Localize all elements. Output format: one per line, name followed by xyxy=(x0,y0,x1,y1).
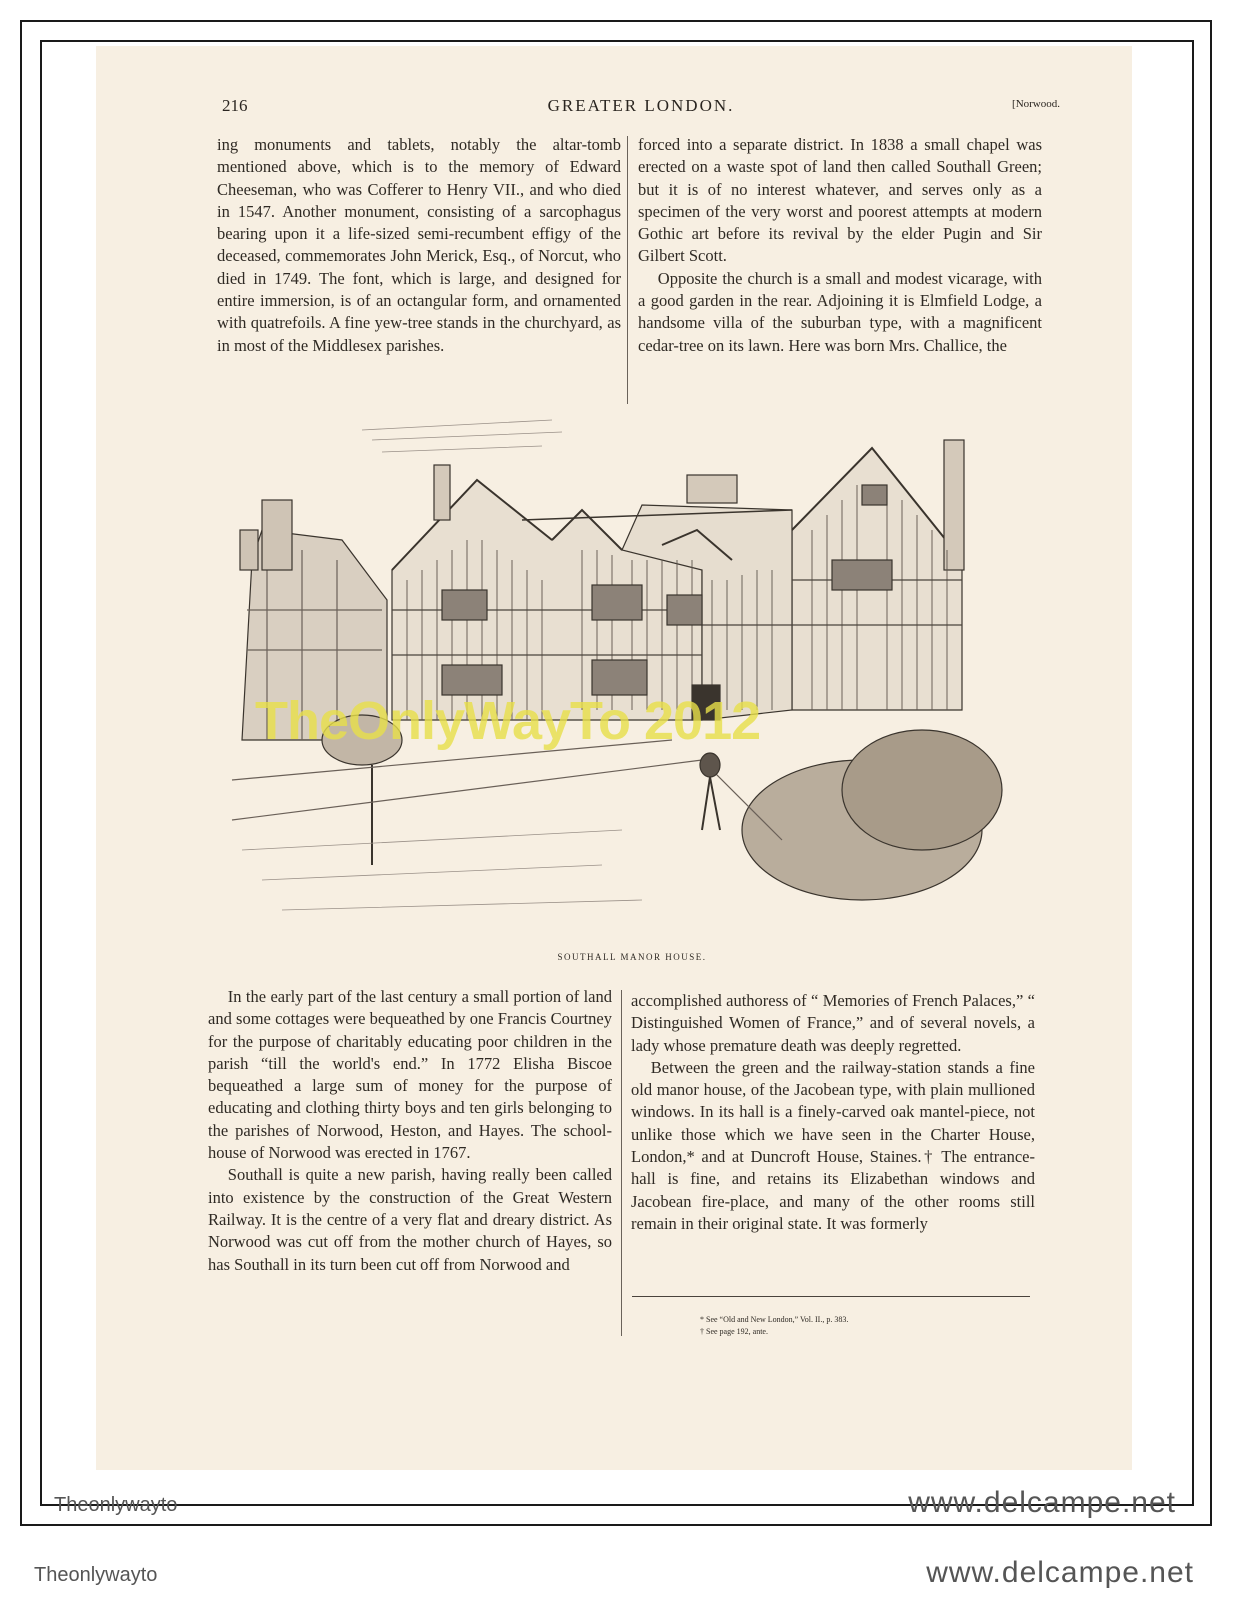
footnote-1: * See “Old and New London,” Vol. II., p. 383. xyxy=(700,1315,849,1324)
footnotes xyxy=(700,1314,848,1338)
footnote-rule xyxy=(632,1296,1030,1297)
section-tag: [Norwood. xyxy=(1012,98,1060,110)
seller-label-upper: Theonlywayto xyxy=(54,1494,178,1516)
top-left-paragraph: ing monuments and tablets, notably the altar-tomb mentioned above, which is to the memory of Edward Cheeseman, who was Cofferer to Henry VII., and who died in 1547. Another monument, consisting of a sarcophagus bearing upon it a life-sized semi-recumbent effigy of the deceased, commemorates John Merick, Esq., of Norcut, who died in 1749. The font, which is large, and designed for entire immersion, is of an octangular form, and ornamented with quatrefoils. A fine yew-tree stands in the churchyard, as in most of the Middlesex parishes. xyxy=(217,135,621,355)
footnote-2: † See page 192, ante. xyxy=(700,1327,768,1336)
bottom-left-paragraph-1: In the early part of the last century a small portion of land and some cottages were bequeathed by one Francis Courtney for the purpose of charitably educating poor children in the parish “till the world's end.” In 1772 Elisha Biscoe bequeathed a large sum of money for the purpose of educating and clothing thirty boys and ten girls belonging to the parishes of Norwood, Heston, and Hayes. The school-house of Norwood was erected in 1767. xyxy=(208,987,612,1163)
site-url-upper: www.delcampe.net xyxy=(908,1486,1176,1519)
site-url-lower: www.delcampe.net xyxy=(926,1556,1194,1589)
bottom-right-paragraph-1: accomplished authoress of “ Memories of French Palaces,” “ Distinguished Women of France,” and of several novels, a lady whose premature death was deeply regretted. xyxy=(631,991,1035,1055)
page-number: 216 xyxy=(222,96,248,115)
seller-label-lower: Theonlywayto xyxy=(34,1564,158,1586)
top-left-column xyxy=(217,134,621,357)
running-header xyxy=(222,96,1060,120)
watermark-overlay: TheOnlyWayTo 2012 xyxy=(255,691,761,751)
bottom-right-paragraph-2: Between the green and the railway-station stands a fine old manor house, of the Jacobean type, with plain mullioned windows. In its hall is a finely-carved oak mantel-piece, not unlike those which we have seen in the Charter House, London,* and at Duncroft House, Staines.† The entrance-hall is fine, and retains its Elizabethan windows and Jacobean fire-place, and many of the other rooms still remain in their original state. It was formerly xyxy=(631,1057,1035,1233)
top-right-column xyxy=(638,134,1042,357)
top-right-paragraph-1: forced into a separate district. In 1838 a small chapel was erected on a waste spot of land then called Southall Green; but it is of no interest whatever, and serves only as a specimen of the very worst and poorest attempts at modern Gothic art before its revival by the elder Pugin and Sir Gilbert Scott. xyxy=(638,135,1042,266)
column-rule-bottom xyxy=(621,990,622,1336)
manor-house-engraving xyxy=(222,410,1042,944)
bottom-left-column xyxy=(208,986,612,1276)
running-title: GREATER LONDON. xyxy=(547,96,735,115)
top-right-paragraph-2: Opposite the church is a small and modest vicarage, with a good garden in the rear. Adjoining it is Elmfield Lodge, a handsome villa of the suburban type, with a magnificent cedar-tree on its lawn. Here was born Mrs. Challice, the xyxy=(638,268,1042,355)
bottom-left-paragraph-2: Southall is quite a new parish, having really been called into existence by the construction of the Great Western Railway. It is the centre of a very flat and dreary district. As Norwood was cut off from the mother church of Hayes, so has Southall in its turn been cut off from Norwood and xyxy=(208,1165,612,1274)
bottom-right-column xyxy=(631,990,1035,1235)
column-rule-top xyxy=(627,136,628,404)
illustration-caption: SOUTHALL MANOR HOUSE. xyxy=(557,952,707,962)
